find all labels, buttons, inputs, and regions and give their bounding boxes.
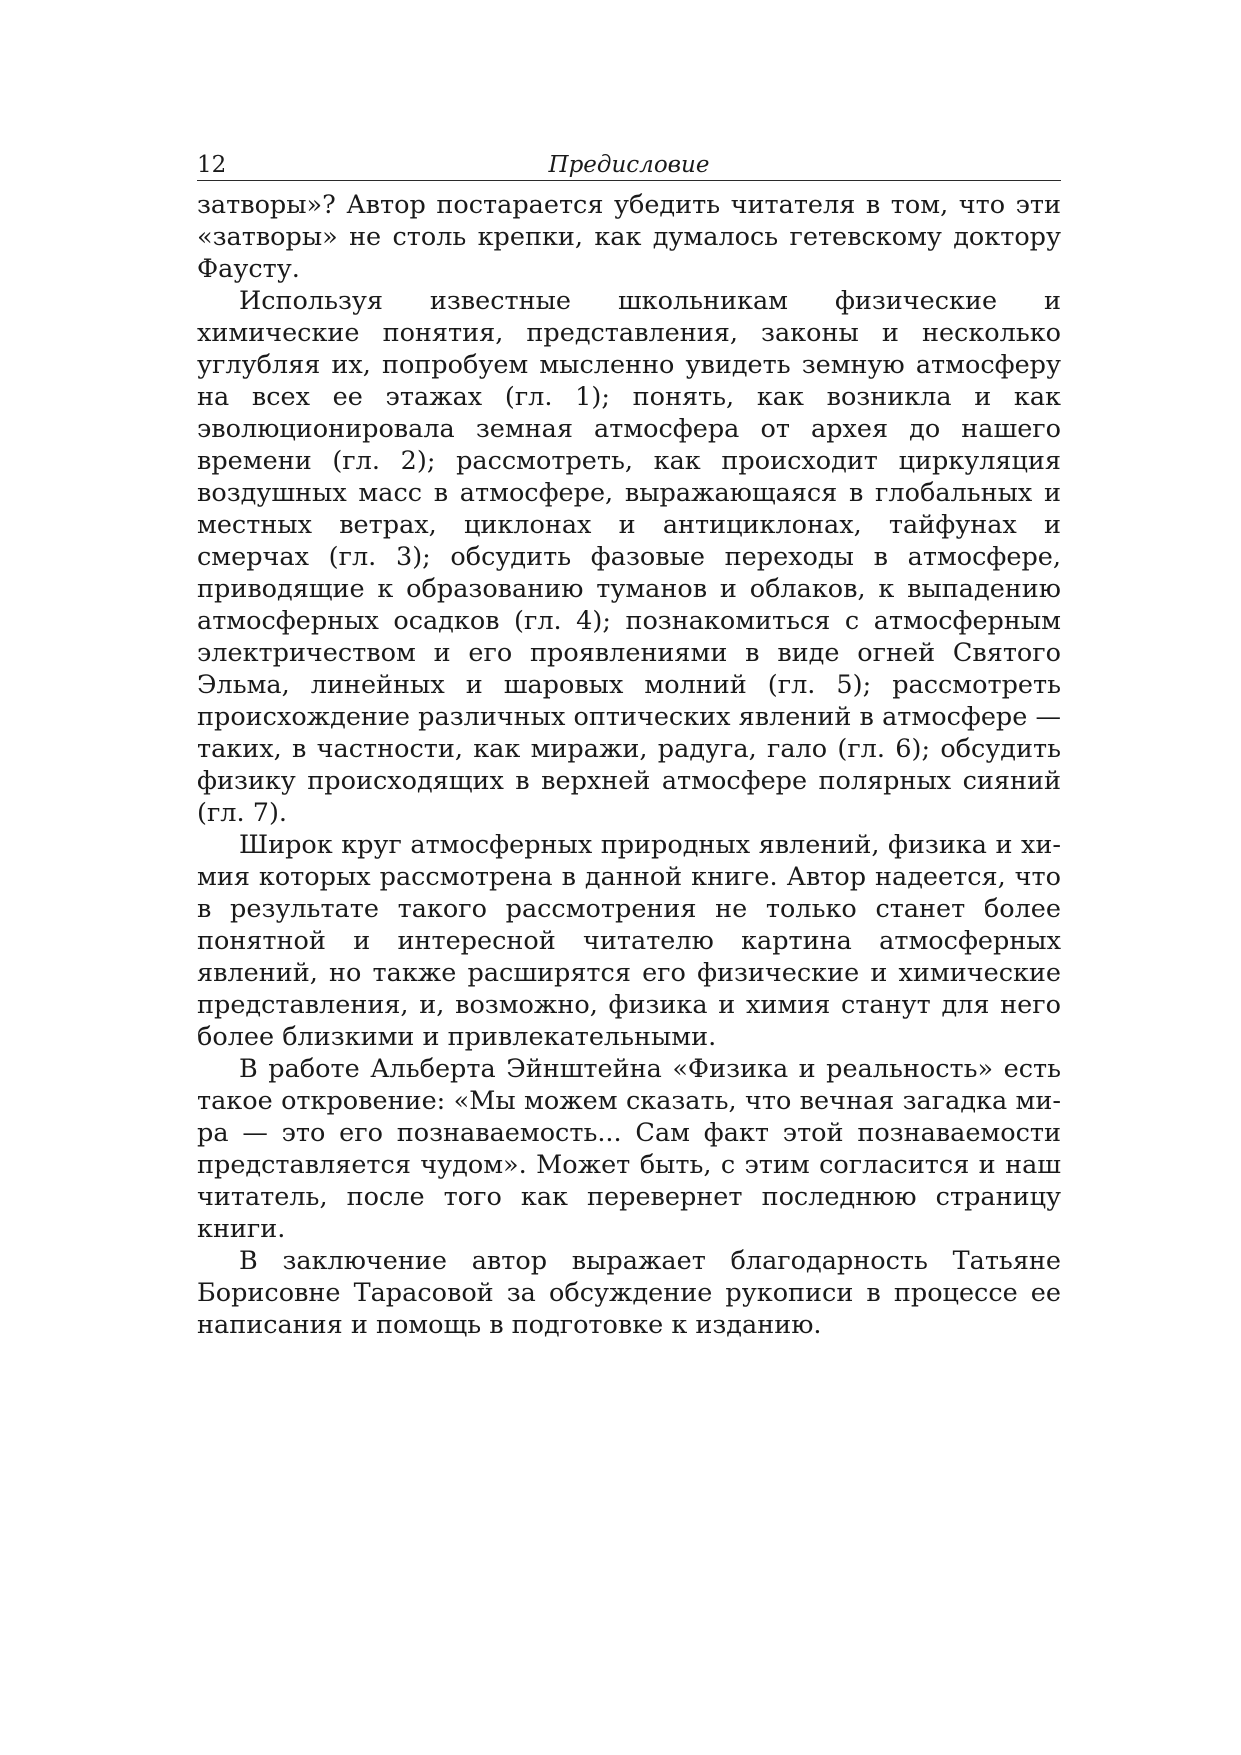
section-title: Предисловие [548, 152, 710, 178]
running-header [197, 150, 1061, 181]
paragraph-chapters-overview: Используя известные школьникам физические и химические понятия, представления, законы и несколько углубляя их, попробуем мысленно увидеть земную атмосферу на всех ее этажах (гл. 1); понять, как возникла и как эволюционировала земная атмосфера от архея до нашего времени (гл. 2); рассмотреть, как происходит циркуляция воздушных масс в атмосфере, выражающаяся в глобальных и местных ветрах, циклонах и антициклонах, тайфунах и смерчах (гл. 3); обсудить фазовые переходы в атмосфере, приводящие к образованию туманов и облаков, к выпадению атмосферных осадков (гл. 4); познакомиться с атмосферным электричеством и его проявлениями в виде огней Святого Эльма, линейных и шаровых молний (гл. 5); рассмотреть происхождение различных оптических явлений в атмосфере — таких, в частности, как миражи, радуга, гало (гл. 6); обсудить физику происходящих в верхней атмосфере полярных сияний (гл. 7). [197, 286, 1061, 828]
paragraph-scope: Широк круг атмосферных природных явлений, физика и химия которых рассмотрена в данной книге. Автор надеется, что в результате такого рассмотрения не только станет более понятной и интересной читателю картина атмосферных явлений, но также расширятся его физические и химические представления, и, возможно, физика и химия станут для него более близкими и привлекательными. [197, 830, 1061, 1052]
paragraph-continuation: затворы»? Автор постарается убедить читателя в том, что эти «затворы» не столь крепки, как думалось гетевскому доктору Фаусту. [197, 190, 1061, 284]
paragraph-einstein-quote: В работе Альберта Эйнштейна «Физика и реальность» есть такое откровение: «Мы можем сказать, что вечная загадка мира — это его познаваемость... Сам факт этой познаваемости представляется чудом». Может быть, с этим согласится и наш читатель, после того как перевернет последнюю страницу книги. [197, 1054, 1061, 1244]
page-number: 12 [197, 152, 227, 178]
book-page [197, 150, 1061, 1341]
paragraph-acknowledgements: В заключение автор выражает благодарность Татьяне Борисовне Тарасовой за обсуждение рукописи в процессе ее написания и помощь в подготовке к изданию. [197, 1246, 1061, 1340]
body-text [197, 189, 1061, 1341]
